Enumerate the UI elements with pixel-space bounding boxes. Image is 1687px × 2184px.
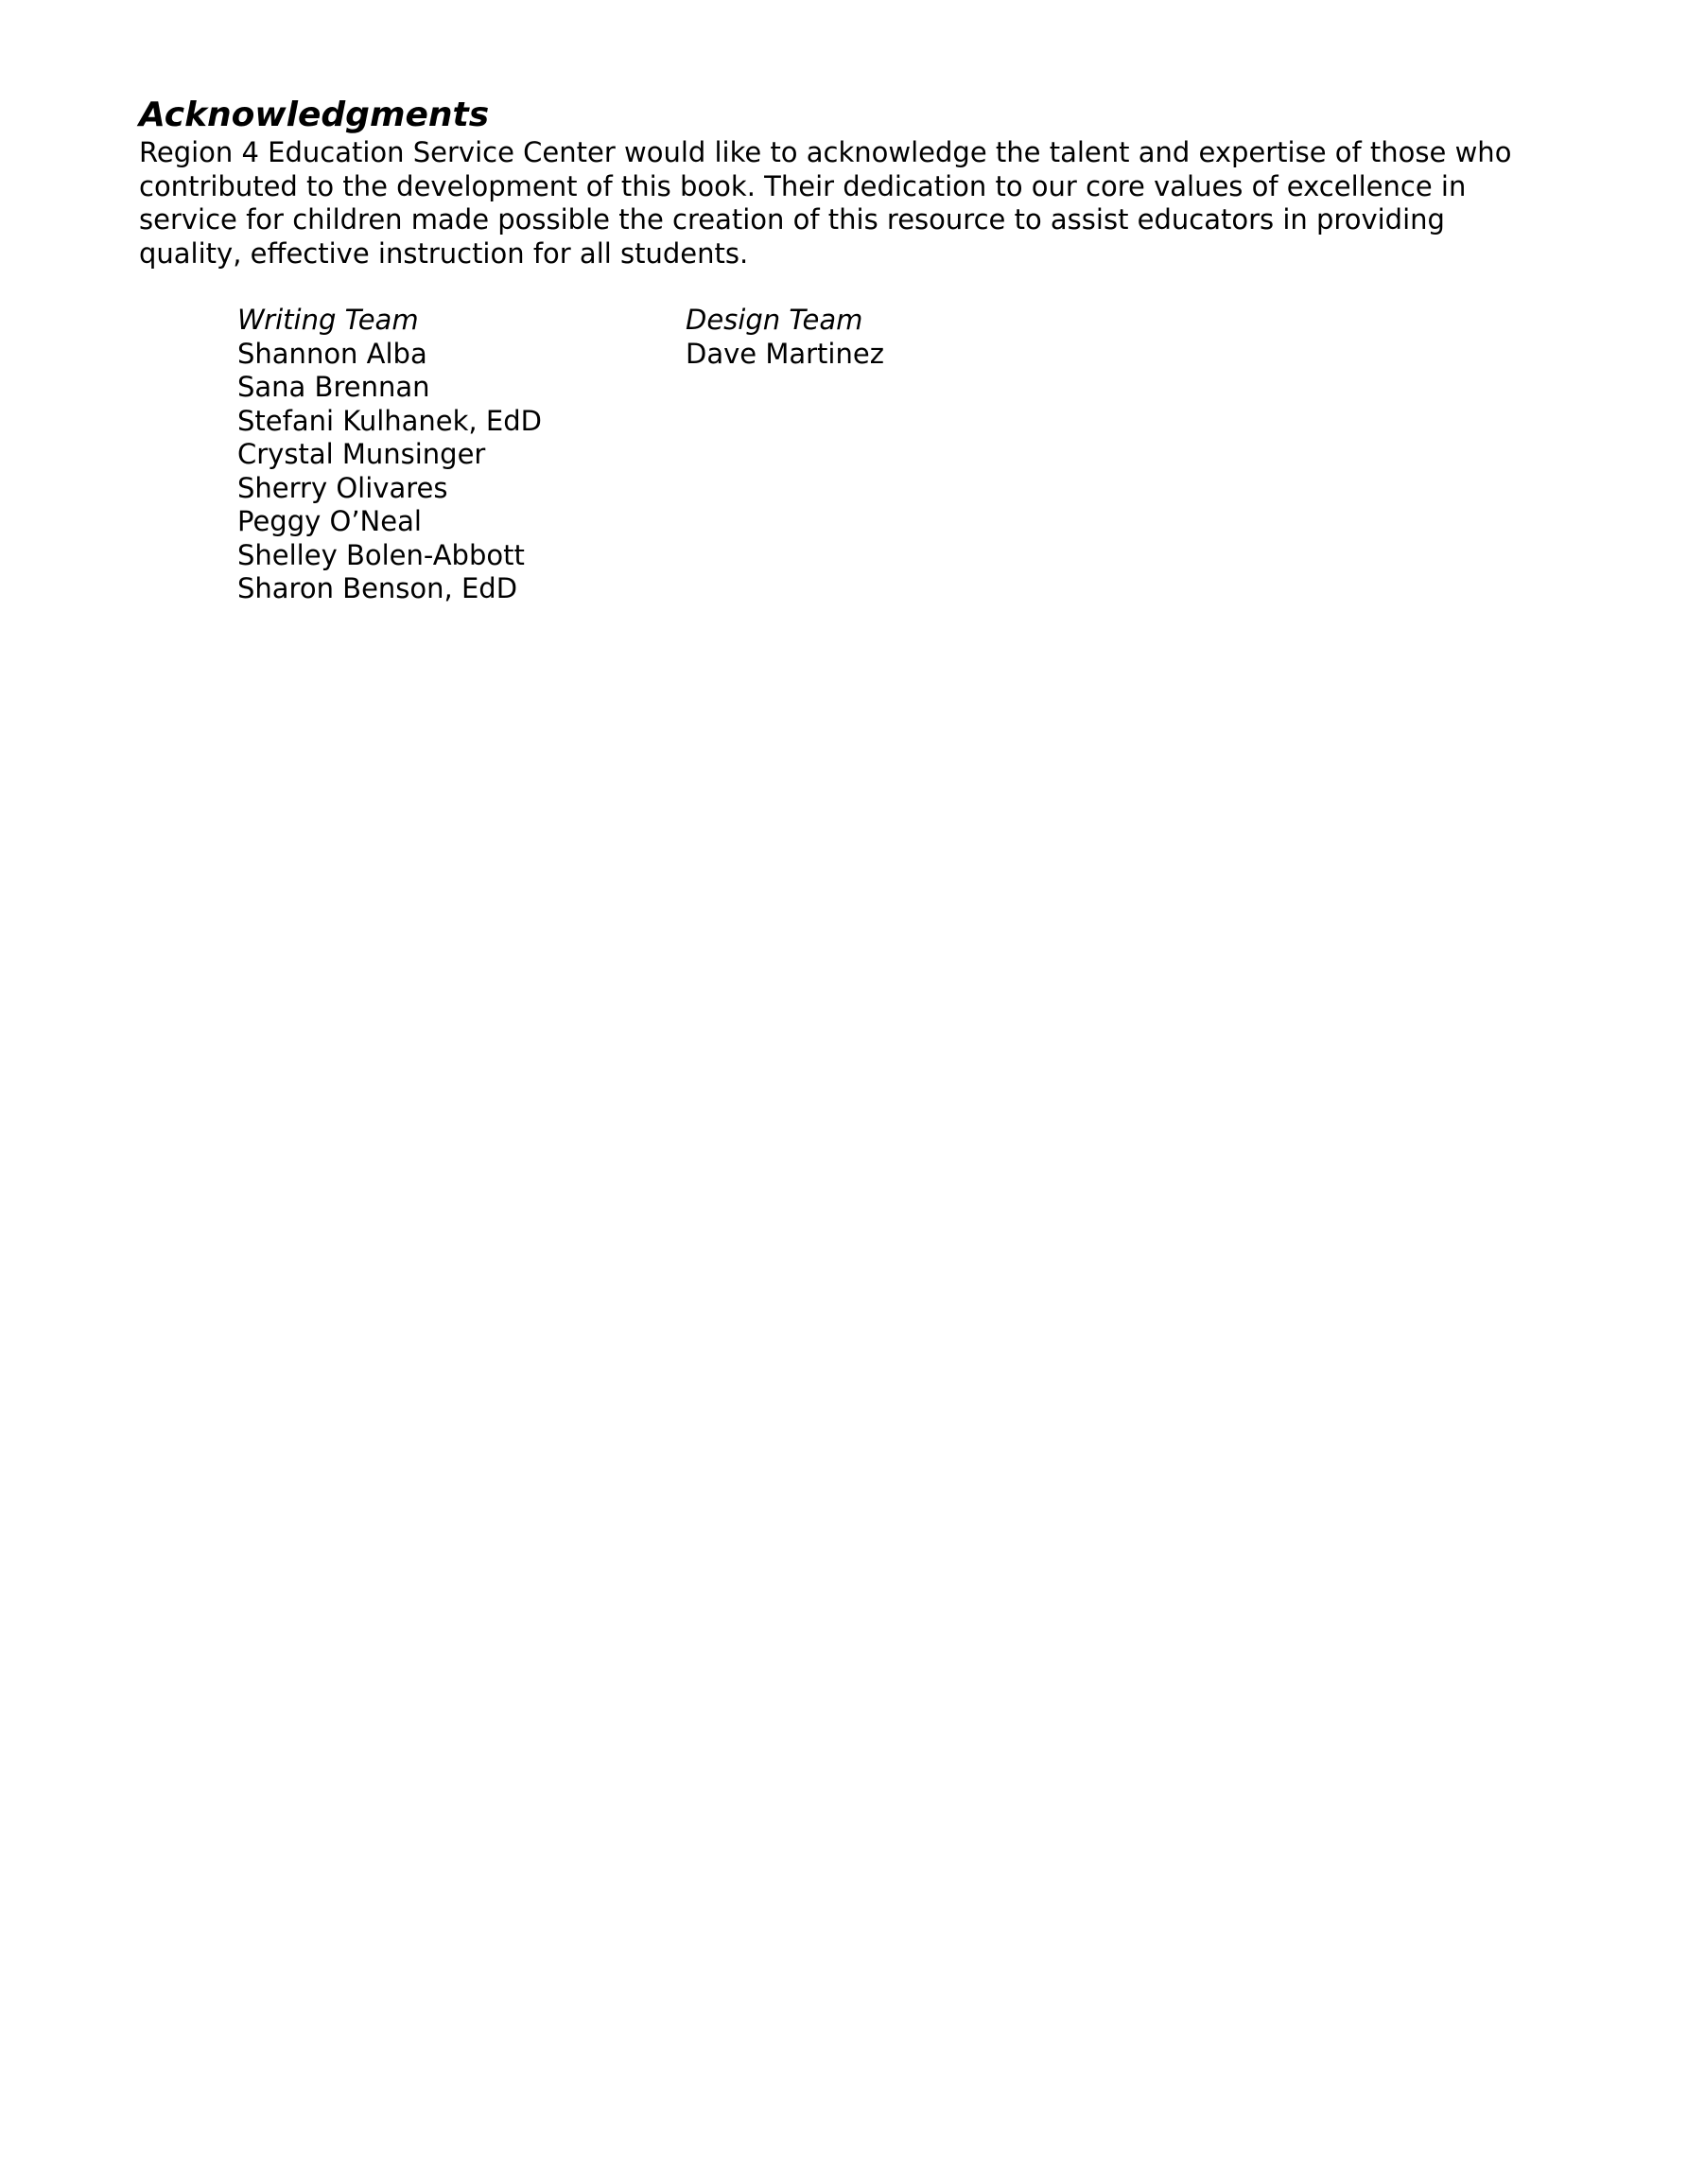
design-team-member: Dave Martinez: [686, 337, 884, 370]
writing-team-column: [237, 304, 542, 606]
intro-line: quality, effective instruction for all students.: [139, 236, 749, 270]
design-team-column: [686, 304, 884, 371]
intro-line: Region 4 Education Service Center would like to acknowledge the talent and expertise of those who: [139, 136, 1512, 168]
writing-team-member: Sherry Olivares: [237, 471, 448, 504]
document-page: [139, 95, 1557, 625]
writing-team-member: Crystal Munsinger: [237, 438, 486, 470]
intro-paragraph: [139, 136, 1557, 271]
writing-team-member: Shannon Alba: [237, 337, 427, 370]
intro-line: service for children made possible the creation of this resource to assist educators in providing: [139, 203, 1445, 236]
design-team-title: Design Team: [686, 304, 863, 336]
writing-team-member: Stefani Kulhanek, EdD: [237, 404, 542, 437]
writing-team-member: Shelley Bolen-Abbott: [237, 538, 525, 571]
writing-team-member: Sana Brennan: [237, 371, 430, 403]
team-columns: [139, 304, 1557, 625]
writing-team-member: Peggy O’Neal: [237, 505, 422, 537]
intro-line: contributed to the development of this book. Their dedication to our core values of excellence in: [139, 169, 1467, 202]
page-title: Acknowledgments: [139, 96, 490, 134]
writing-team-member: Sharon Benson, EdD: [237, 572, 518, 604]
writing-team-title: Writing Team: [237, 304, 419, 336]
